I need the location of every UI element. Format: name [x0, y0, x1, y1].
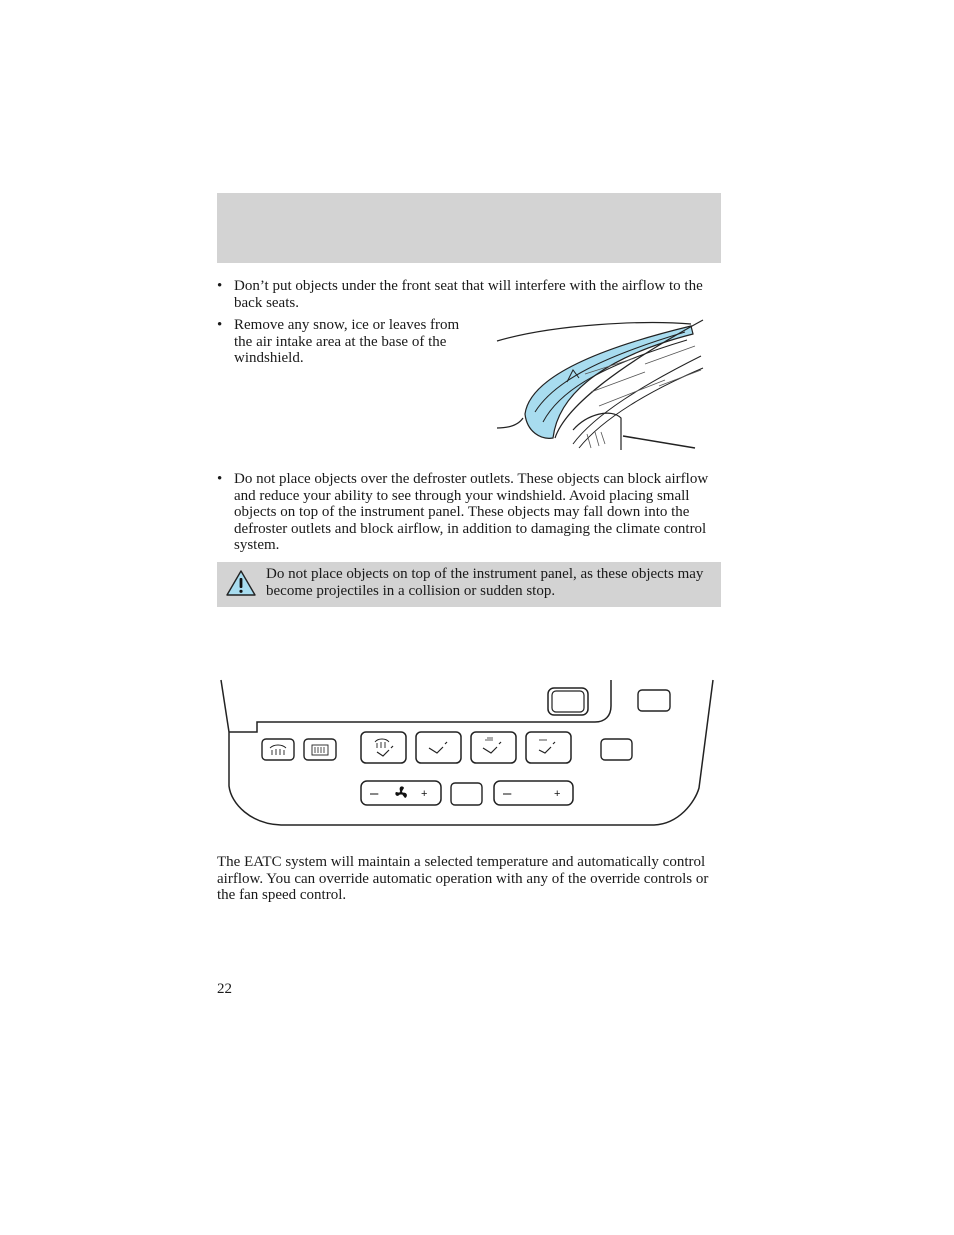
bullet-marker: •	[217, 317, 223, 333]
eatc-description-paragraph: The EATC system will maintain a selected temperature and automatically control airflow. You can override automatic operation with any of the override controls or the fan speed control.	[217, 854, 709, 903]
floor-mode-button	[416, 732, 461, 763]
eatc-control-panel-illustration	[217, 678, 717, 830]
auto-button	[451, 783, 482, 805]
warning-box	[217, 562, 721, 607]
bullet-marker: •	[217, 278, 223, 294]
front-defrost-button	[262, 739, 294, 760]
fan-minus-label: –	[370, 785, 379, 802]
bullet-air-intake	[217, 317, 467, 367]
warning-triangle-icon	[225, 569, 257, 597]
panel-floor-mode-button	[526, 732, 571, 763]
defrost-mode-button	[361, 732, 406, 763]
warning-text: Do not place objects on top of the instrument panel, as these objects may become projectiles in a collision or sudden stop.	[266, 566, 704, 599]
temp-plus-label: +	[554, 788, 561, 800]
section-header-band	[217, 193, 721, 263]
rear-defrost-button	[304, 739, 336, 760]
bullet-text: Remove any snow, ice or leaves from the air intake area at the base of the windshield.	[234, 317, 460, 366]
bullet-marker: •	[217, 471, 223, 487]
temp-minus-label: –	[503, 785, 512, 802]
bullet-front-seat	[217, 278, 707, 311]
page-number: 22	[217, 981, 232, 997]
air-intake-windshield-illustration	[495, 318, 707, 453]
bullet-defroster	[217, 471, 721, 554]
bullet-text: Do not place objects over the defroster outlets. These objects can block airflow and reduce your ability to see through your windshield. Avoid placing small objects on top of the instrument panel. These objects may fall down into the defroster outlets and block airflow, in addition to damaging the climate control system.	[234, 471, 709, 553]
fan-plus-label: +	[421, 788, 428, 800]
bullet-text: Don’t put objects under the front seat that will interfere with the airflow to the back seats.	[234, 278, 703, 311]
floor-defrost-mode-button	[471, 732, 516, 763]
